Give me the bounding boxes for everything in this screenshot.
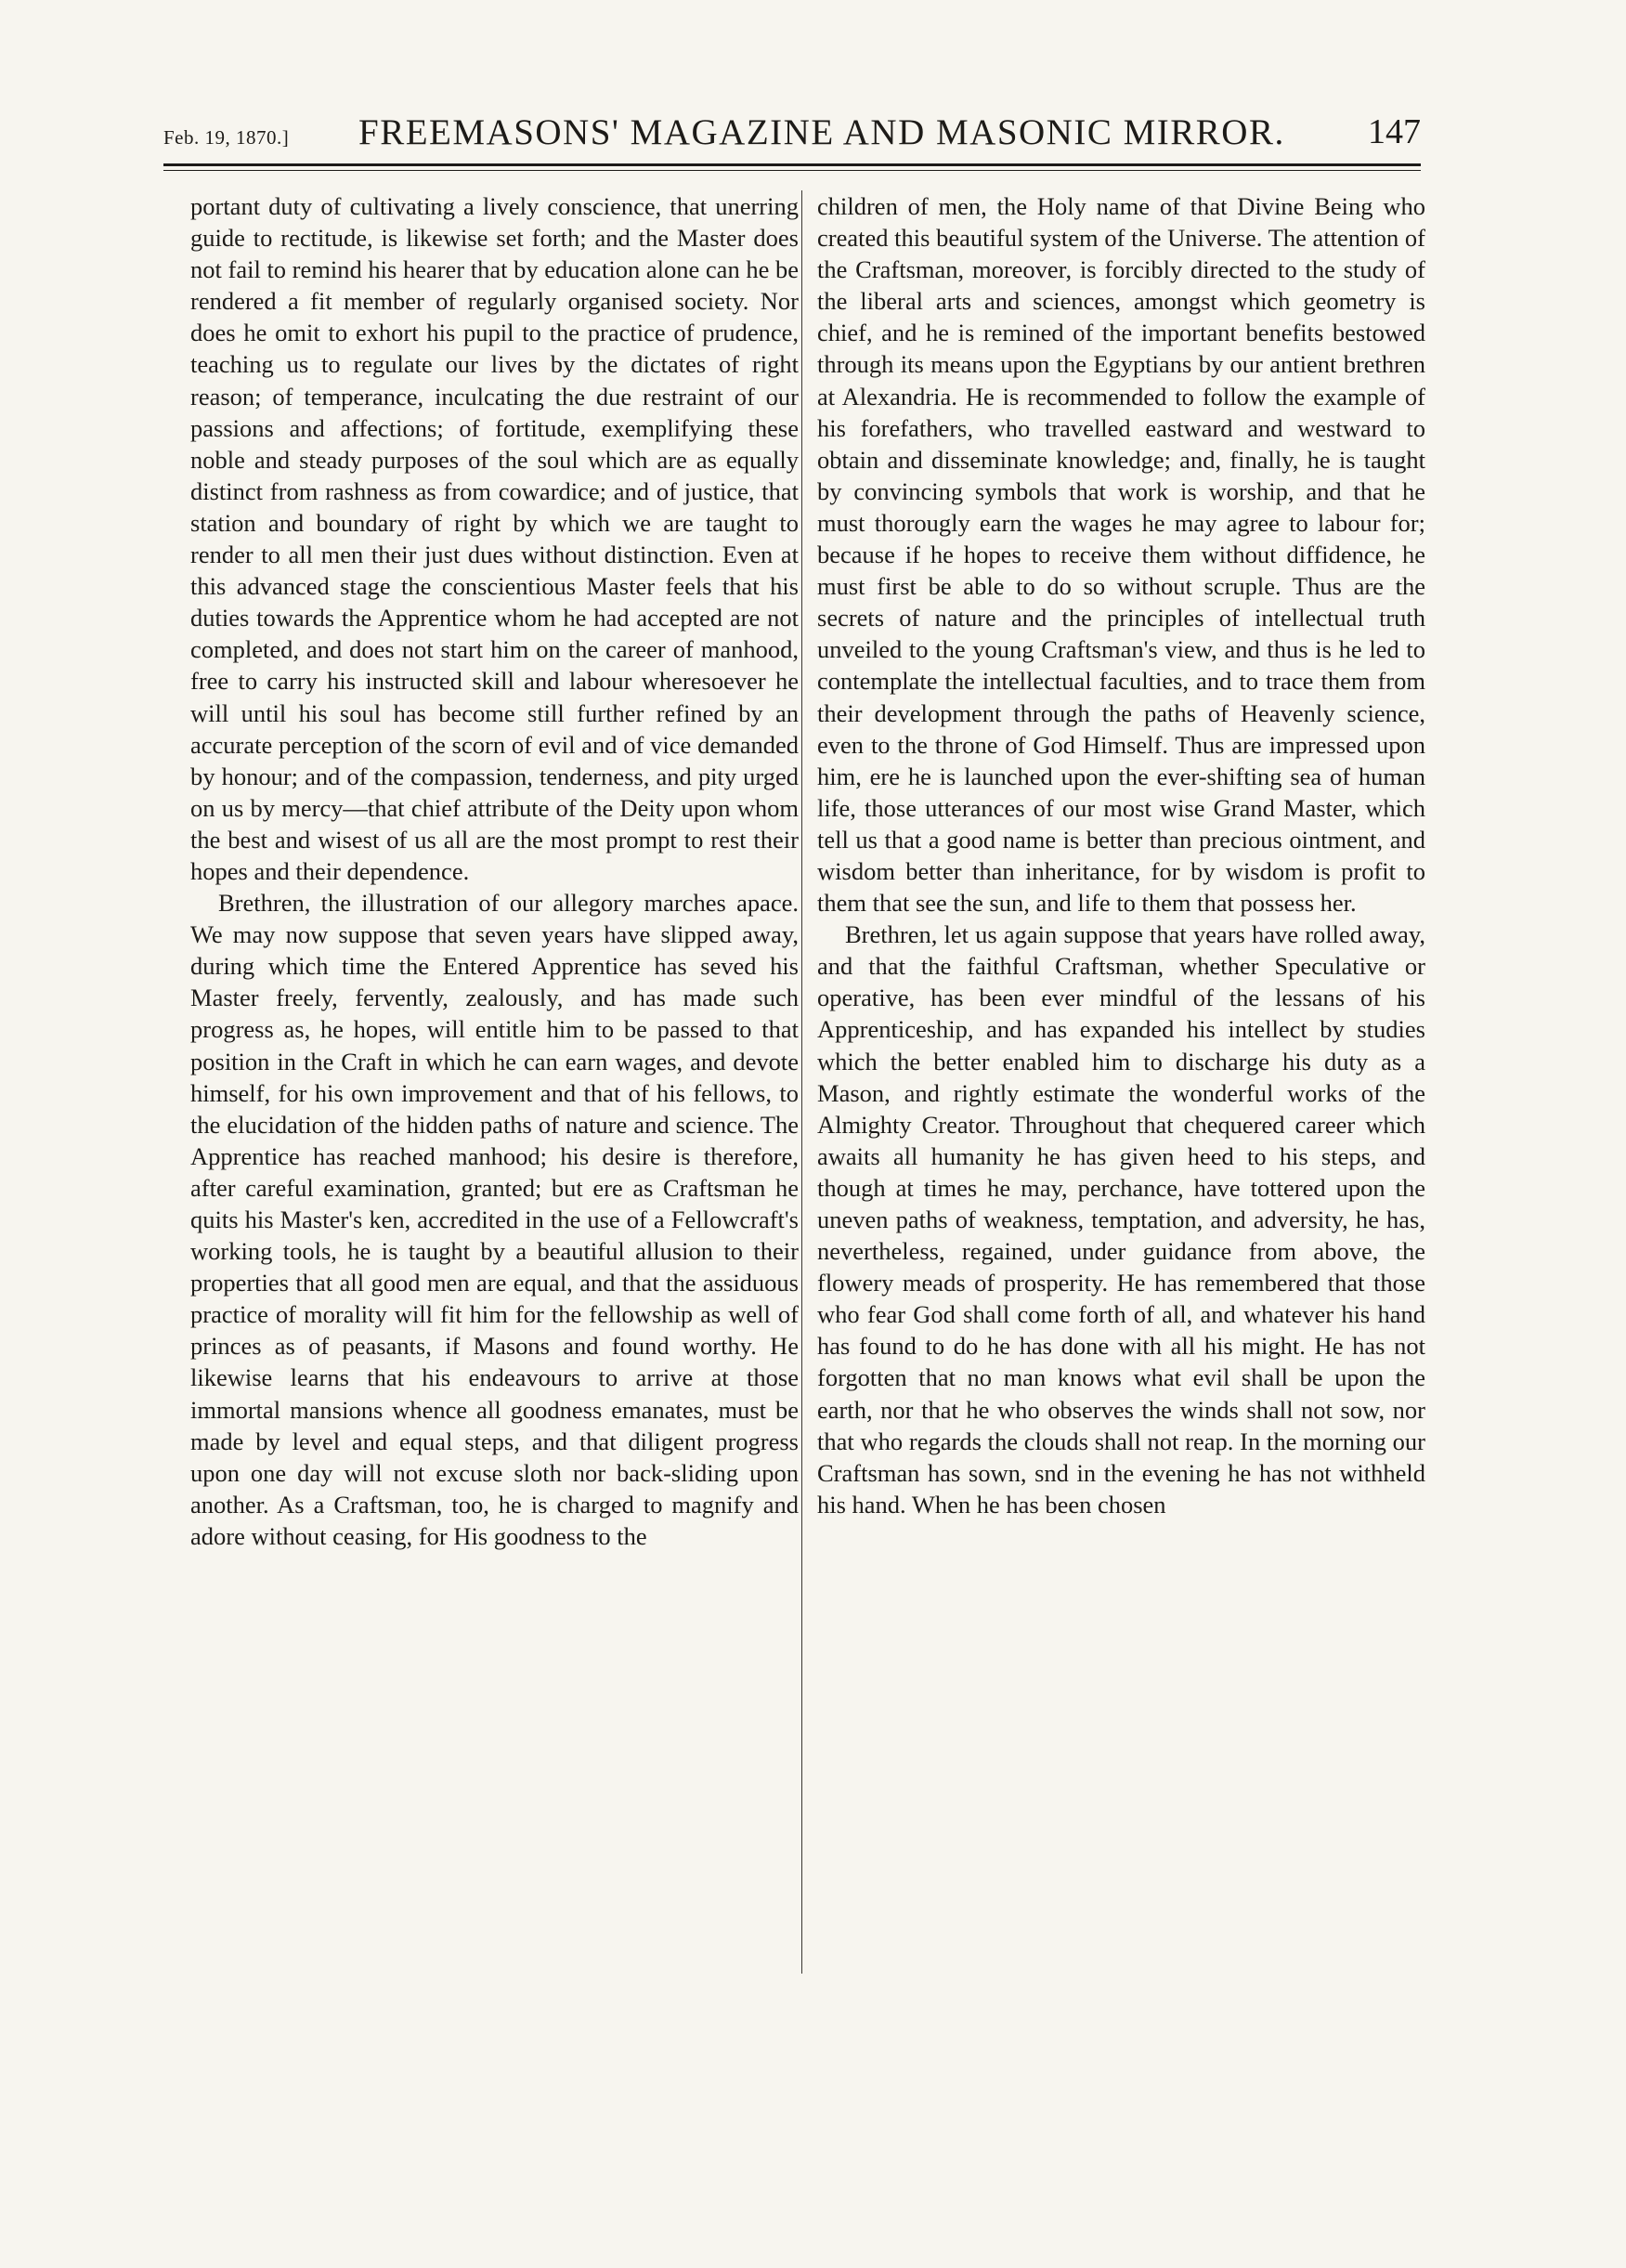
right-paragraph-2: Brethren, let us again suppose that years have rolled away, and that the faithful Craftsman, whether Speculative or operative, has been ever mindful of the lessans of his Apprenticeship, and has expanded his intellect by studies which the better enabled him to discharge his duty as a Mason, and rightly estimate the wonderful works of the Almighty Creator. Throughout that chequered career which awaits all humanity he has given heed to his steps, and though at times he may, perchance, have tottered upon the uneven paths of weakness, temptation, and adversity, he has, nevertheless, regained, under guidance from above, the flowery meads of prosperity. He has remembered that those who fear God shall come forth of all, and whatever his hand has found to do he has done with all his might. He has not forgotten that no man knows what evil shall be upon the earth, nor that he who observes the winds shall not sow, nor that who regards the clouds shall not reap. In the morning our Craftsman has sown, snd in the evening he has not withheld his hand. When he has been chosen: [817, 920, 1425, 1519]
issue-date: Feb. 19, 1870.]: [163, 126, 290, 149]
magazine-title: FREEMASONS' MAGAZINE AND MASONIC MIRROR.: [358, 112, 1285, 152]
column-divider: [801, 190, 802, 1974]
left-paragraph-2: Brethren, the illustration of our allegory marches apace. We may now suppose that seven years have slipped away, during which time the Entered Apprentice has seved his Master freely, fervently, zealously, and has made such progress as, he hopes, will entitle him to be passed to that position in the Craft in which he can earn wages, and devote himself, for his own improvement and that of his fellows, to the elucidation of the hidden paths of nature and science. The Apprentice has reached manhood; his desire is therefore, after careful examination, granted; but ere as Craftsman he quits his Master's ken, accredited in the use of a Fellowcraft's working tools, he is taught by a beautiful allusion to their properties that all good men are equal, and that the assiduous practice of morality will fit him for the fellowship as well of princes as of peasants, if Masons and found worthy. He likewise learns that his endeavours to arrive at those immortal mansions whence all goodness emanates, must be made by level and equal steps, and that diligent progress upon one day will not excuse sloth nor back-sliding upon another. As a Craftsman, too, he is charged to magnify and adore without ceasing, for His goodness to the: [190, 889, 799, 1550]
left-paragraph-1: portant duty of cultivating a lively conscience, that unerring guide to rectitude, is likewise set forth; and the Master does not fail to remind his hearer that by education alone can he be rendered a fit member of regularly organised society. Nor does he omit to exhort his pupil to the practice of prudence, teaching us to regulate our lives by the dictates of right reason; of temperance, inculcating the due restraint of our passions and affections; of fortitude, exemplifying these noble and steady purposes of the soul which are as equally distinct from rashness as from cowardice; and of justice, that station and boundary of right by which we are taught to render to all men their just dues without distinction. Even at this advanced stage the conscientious Master feels that his duties towards the Apprentice whom he had accepted are not completed, and does not start him on the career of manhood, free to carry his instructed skill and labour wheresoever he will until his soul has become still further refined by an accurate perception of the scorn of evil and of vice demanded by honour; and of the compassion, tenderness, and pity urged on us by mercy—that chief attribute of the Deity upon whom the best and wisest of us all are the most prompt to rest their hopes and their dependence.: [190, 192, 799, 885]
right-column: [817, 190, 1425, 1520]
running-header: [163, 110, 1421, 156]
page-number: 147: [1368, 112, 1421, 151]
header-rule-thin: [163, 170, 1421, 171]
header-rule: [163, 163, 1421, 166]
left-column: [190, 190, 799, 1552]
right-paragraph-1: children of men, the Holy name of that Divine Being who created this beautiful system of the Universe. The attention of the Craftsman, moreover, is forcibly directed to the study of the liberal arts and sciences, amongst which geometry is chief, and he is remined of the important benefits bestowed through its means upon the Egyptians by our antient brethren at Alexandria. He is recommended to follow the example of his forefathers, who travelled eastward and westward to obtain and disseminate knowledge; and, finally, he is taught by convincing symbols that work is worship, and that he must thorougly earn the wages he may agree to labour for; because if he hopes to receive them without diffidence, he must first be able to do so without scruple. Thus are the secrets of nature and the principles of intellectual truth unveiled to the young Craftsman's view, and thus is he led to contemplate the intellectual faculties, and to trace them from their development through the paths of Heavenly science, even to the throne of God Himself. Thus are impressed upon him, ere he is launched upon the ever-shifting sea of human life, those utterances of our most wise Grand Master, which tell us that a good name is better than precious ointment, and wisdom better than inheritance, for by wisdom is profit to them that see the sun, and life to them that possess her.: [817, 192, 1425, 918]
